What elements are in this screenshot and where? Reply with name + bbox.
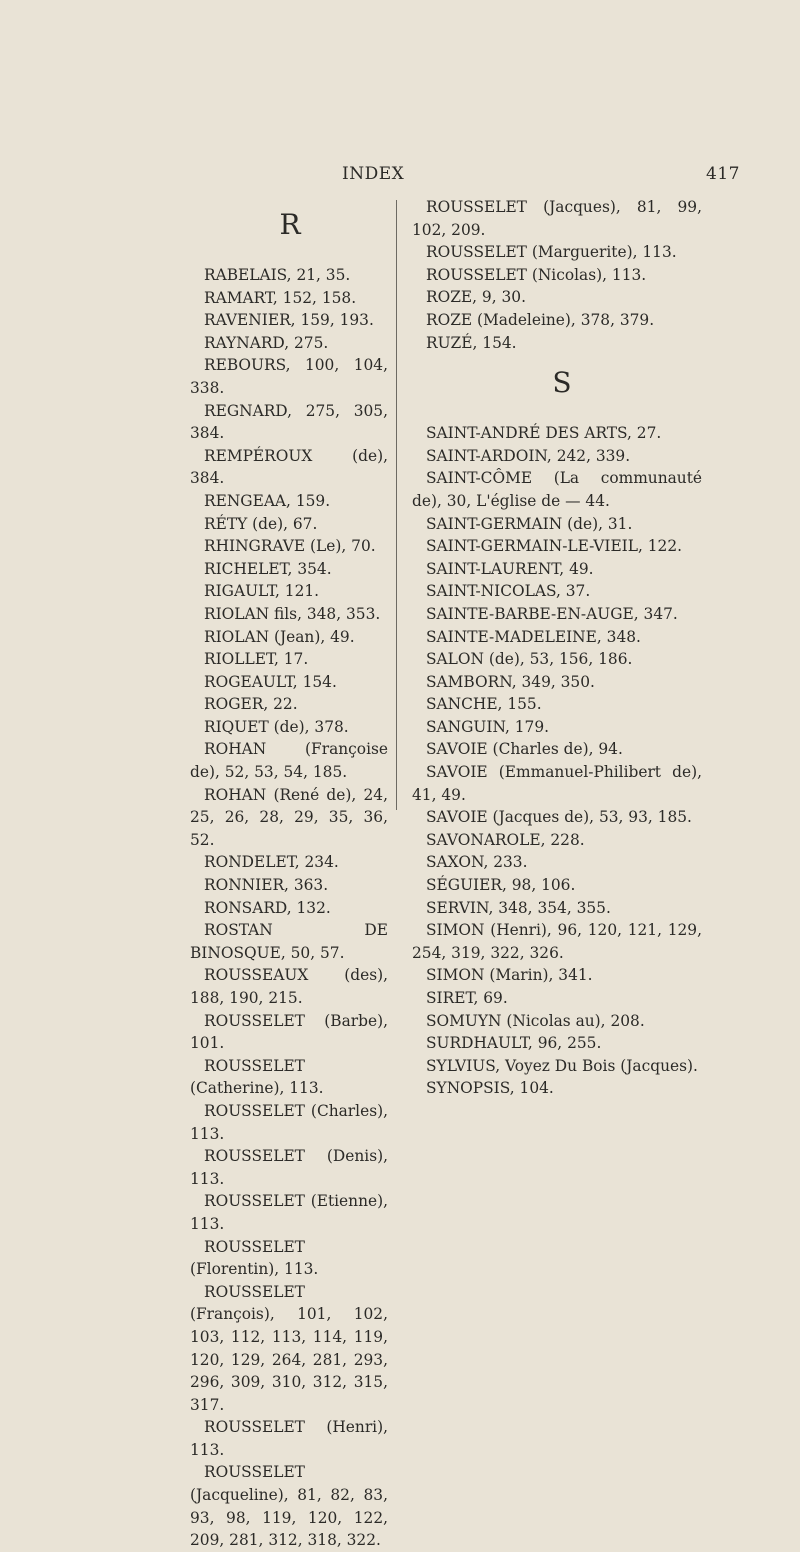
index-entry: SAMBORN, 349, 350. (426, 672, 595, 691)
index-entry: SURDHAULT, 96, 255. (426, 1034, 602, 1053)
index-entry: ROUSSELET (Denis), 113. (190, 1147, 388, 1188)
left-entries (190, 264, 390, 1552)
index-entry: ROUSSELET (Charles), 113. (190, 1101, 388, 1143)
index-entry: ROUSSELET (Barbe), 101. (190, 1011, 388, 1053)
index-entry: RONNIER, 363. (204, 876, 329, 895)
index-entry: SYLVIUS, Voyez Du Bois (Jacques). (426, 1056, 698, 1075)
index-entry: REMPÉROUX (de), 384. (190, 446, 388, 488)
index-entry: RENGEAA, 159. (204, 491, 331, 510)
index-entry: ROGEAULT, 154. (204, 672, 337, 691)
index-entry: ROHAN (René de), 24, 25, 26, 28, 29, 35, 36, 52. (190, 785, 388, 849)
index-entry: SOMUYN (Nicolas au), 208. (426, 1011, 645, 1030)
index-entry: ROUSSELET (Etienne), 113. (190, 1192, 388, 1233)
page-number: 417 (706, 164, 740, 184)
left-column (190, 196, 390, 1552)
index-entry: SERVIN, 348, 354, 355. (426, 898, 611, 917)
index-entry: SAINT-ARDOIN, 242, 339. (426, 446, 631, 465)
index-entry: ROUSSELET (Catherine), 113. (190, 1056, 324, 1098)
index-entry: ROUSSELET (Jacqueline), 81, 82, 83, 93, 98, 119, 120, 122, 209, 281, 312, 318, 322. (190, 1463, 388, 1550)
index-entry: ROHAN (Françoise de), 52, 53, 54, 185. (190, 740, 388, 782)
index-entry: RÉTY (de), 67. (204, 514, 318, 533)
index-entry: SAINTE-MADELEINE, 348. (426, 627, 641, 646)
index-entry: SYNOPSIS, 104. (426, 1079, 554, 1098)
index-entry: ROGER, 22. (204, 695, 298, 714)
index-entry: RUZÉ, 154. (426, 333, 517, 352)
section-letter-s: S (552, 366, 572, 400)
index-entry: ROUSSELET (Marguerite), 113. (426, 243, 677, 262)
index-entry: ROZE, 9, 30. (426, 288, 526, 307)
running-title: INDEX (342, 164, 405, 184)
index-entry: SIRET, 69. (426, 989, 508, 1007)
index-entry: REGNARD, 275, 305, 384. (190, 401, 388, 443)
index-entry: SIMON (Marin), 341. (426, 966, 593, 985)
index-entry: RABELAIS, 21, 35. (204, 266, 351, 284)
index-entry: SAINT-CÔME (La communauté de), 30, L'église de — 44. (412, 469, 702, 510)
section-letter-r: R (279, 208, 301, 241)
index-entry: SAINT-GERMAIN-LE-VIEIL, 122. (426, 537, 683, 556)
index-entry: SAINTE-BARBE-EN-AUGE, 347. (426, 604, 678, 623)
index-entry: ROUSSELET (Jacques), 81, 99, 102, 209. (412, 198, 702, 239)
index-entry: SIMON (Henri), 96, 120, 121, 129, 254, 319, 322, 326. (412, 921, 702, 962)
index-entry: SAVOIE (Charles de), 94. (426, 740, 623, 759)
right-entries (412, 422, 712, 1100)
index-entry: SAINT-NICOLAS, 37. (426, 582, 591, 601)
running-head (0, 164, 800, 188)
right-column (412, 196, 712, 1100)
index-entry: SALON (de), 53, 156, 186. (426, 650, 633, 669)
index-entry: RAVENIER, 159, 193. (204, 311, 374, 330)
index-entry: ROUSSELET (Nicolas), 113. (426, 265, 647, 284)
index-entry: ROZE (Madeleine), 378, 379. (426, 310, 655, 329)
column-divider (396, 200, 397, 810)
index-entry: RIOLAN (Jean), 49. (204, 627, 355, 646)
index-entry: SAINT-GERMAIN (de), 31. (426, 514, 633, 533)
index-entry: ROUSSEAUX (des), 188, 190, 215. (190, 966, 388, 1007)
index-entry: RIOLLET, 17. (204, 650, 309, 669)
index-entry: ROUSSELET (François), 101, 102, 103, 112, 113, 114, 119, 120, 129, 264, 281, 293, 296, 309, 310, 312, 315, 317. (190, 1282, 388, 1414)
right-entries-top (412, 196, 712, 354)
index-entry: SAINT-LAURENT, 49. (426, 559, 594, 578)
index-entry: ROUSSELET (Henri), 113. (190, 1418, 388, 1459)
index-entry: RIGAULT, 121. (204, 582, 320, 601)
index-entry: ROUSSELET (Florentin), 113. (190, 1237, 319, 1279)
index-entry: RIQUET (de), 378. (204, 717, 349, 736)
index-entry: ROSTAN DE BINOSQUE, 50, 57. (190, 921, 388, 962)
index-entry: SANGUIN, 179. (426, 717, 550, 736)
index-entry: RHINGRAVE (Le), 70. (204, 537, 376, 556)
index-entry: SÉGUIER, 98, 106. (426, 876, 576, 895)
index-entry: SAINT-ANDRÉ DES ARTS, 27. (426, 424, 662, 443)
index-entry: SAVOIE (Emmanuel-Philibert de), 41, 49. (412, 763, 702, 804)
index-entry: SAVONAROLE, 228. (426, 830, 585, 849)
index-entry: RONDELET, 234. (204, 853, 339, 872)
index-entry: RONSARD, 132. (204, 898, 331, 917)
index-entry: RAYNARD, 275. (204, 333, 329, 352)
index-entry: REBOURS, 100, 104, 338. (190, 356, 388, 397)
index-entry: RIOLAN fils, 348, 353. (204, 604, 381, 623)
index-entry: SANCHE, 155. (426, 695, 542, 714)
index-entry: RICHELET, 354. (204, 559, 332, 578)
index-entry: SAXON, 233. (426, 853, 528, 872)
index-entry: RAMART, 152, 158. (204, 288, 357, 307)
index-entry: SAVOIE (Jacques de), 53, 93, 185. (426, 808, 692, 827)
